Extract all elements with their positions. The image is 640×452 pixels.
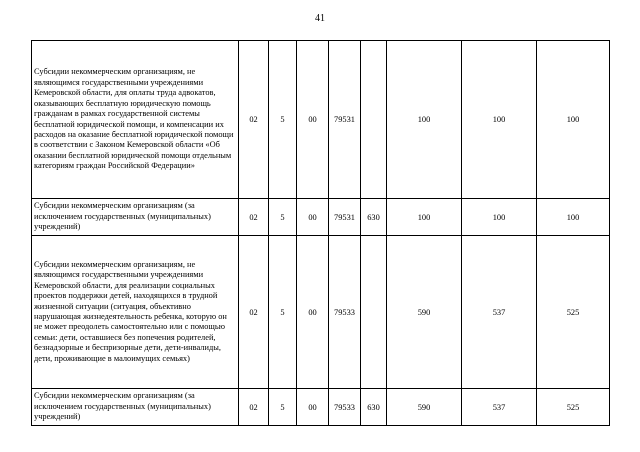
table-row bbox=[32, 41, 610, 199]
table-row bbox=[32, 236, 610, 389]
expense-type-code: 630 bbox=[361, 389, 387, 426]
article-code: 79533 bbox=[329, 236, 361, 389]
program-code: 00 bbox=[297, 389, 329, 426]
article-code: 79533 bbox=[329, 389, 361, 426]
expense-type-code bbox=[361, 236, 387, 389]
subsection-code: 5 bbox=[269, 199, 297, 236]
amount-year-2: 100 bbox=[462, 41, 537, 199]
amount-year-1: 100 bbox=[387, 199, 462, 236]
section-code: 02 bbox=[239, 41, 269, 199]
section-code: 02 bbox=[239, 389, 269, 426]
section-code: 02 bbox=[239, 199, 269, 236]
row-description: Субсидии некоммерческим организациям (за исключением государственных (муниципальных) учреждений) bbox=[32, 199, 239, 236]
row-description: Субсидии некоммерческим организациям (за исключением государственных (муниципальных) учреждений) bbox=[32, 389, 239, 426]
amount-year-2: 100 bbox=[462, 199, 537, 236]
subsection-code: 5 bbox=[269, 41, 297, 199]
amount-year-1: 590 bbox=[387, 389, 462, 426]
amount-year-3: 100 bbox=[537, 41, 610, 199]
amount-year-1: 100 bbox=[387, 41, 462, 199]
amount-year-2: 537 bbox=[462, 389, 537, 426]
budget-table bbox=[31, 40, 610, 426]
amount-year-3: 100 bbox=[537, 199, 610, 236]
program-code: 00 bbox=[297, 199, 329, 236]
row-description: Субсидии некоммерческим организациям, не являющимся государственными учреждениями Кемеровской области, для реализации социальных проектов поддержки детей, находящихся в трудной жизненной ситуации (ситуация, объективно нарушающая жизнедеятельность ребенка, которую он не может преодолеть самостоятельно или с помощью семьи: дети, оставшиеся без попечения родителей, безнадзорные и беспризорные дети, дети-инвалиды, дети, проживающие в малоимущих семьях) bbox=[32, 236, 239, 389]
program-code: 00 bbox=[297, 236, 329, 389]
subsection-code: 5 bbox=[269, 389, 297, 426]
amount-year-2: 537 bbox=[462, 236, 537, 389]
table-row bbox=[32, 389, 610, 426]
section-code: 02 bbox=[239, 236, 269, 389]
amount-year-3: 525 bbox=[537, 236, 610, 389]
amount-year-3: 525 bbox=[537, 389, 610, 426]
amount-year-1: 590 bbox=[387, 236, 462, 389]
subsection-code: 5 bbox=[269, 236, 297, 389]
article-code: 79531 bbox=[329, 199, 361, 236]
expense-type-code bbox=[361, 41, 387, 199]
article-code: 79531 bbox=[329, 41, 361, 199]
table-row bbox=[32, 199, 610, 236]
row-description: Субсидии некоммерческим организациям, не являющимся государственными учреждениями Кемеровской области, для оплаты труда адвокатов, оказывающих бесплатную юридическую помощь гражданам в рамках государственной системы бесплатной юридической помощи, и компенсации их расходов на оказание бесплатной юридической помощи в соответствии с Законом Кемеровской области «Об оказании бесплатной юридической помощи отдельным категориям граждан Российской Федерации» bbox=[32, 41, 239, 199]
page-number: 41 bbox=[315, 13, 325, 24]
expense-type-code: 630 bbox=[361, 199, 387, 236]
program-code: 00 bbox=[297, 41, 329, 199]
